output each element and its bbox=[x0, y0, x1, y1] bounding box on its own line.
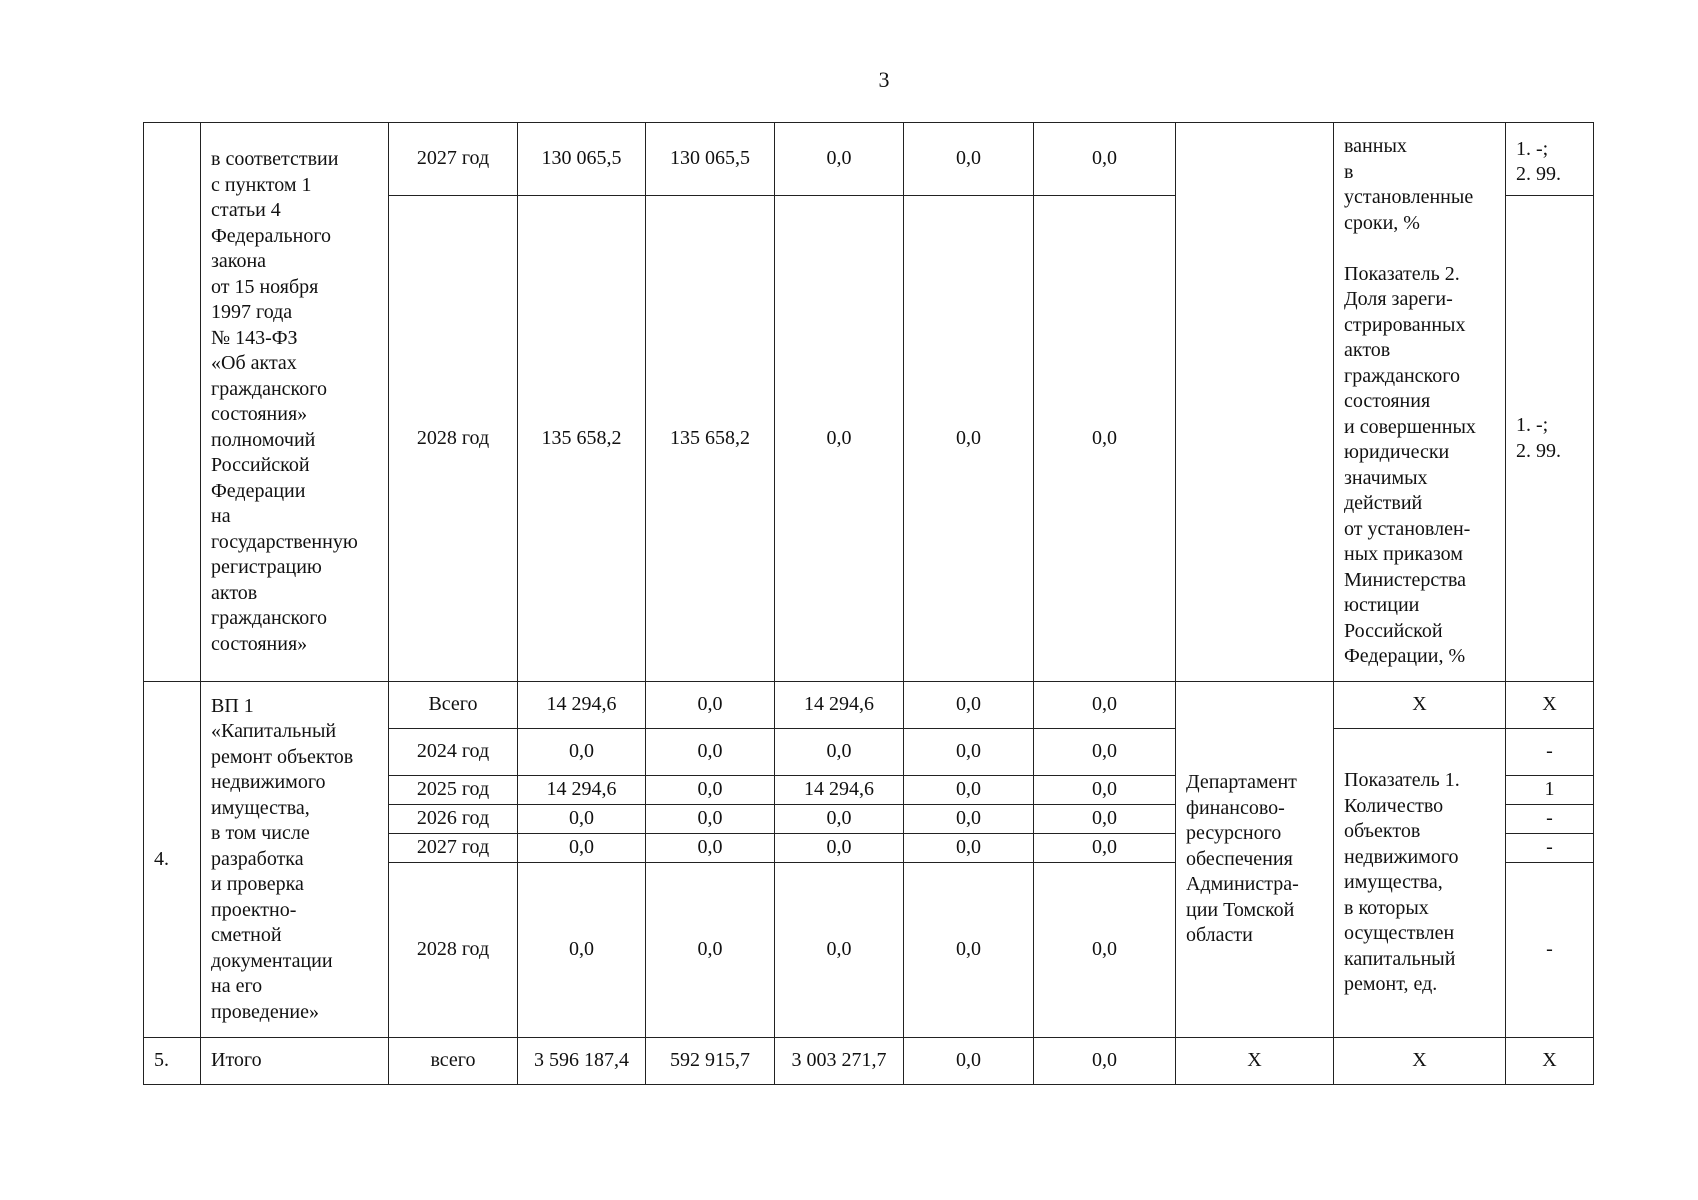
num-cell: 5. bbox=[144, 1038, 201, 1085]
total-cell: 0,0 bbox=[518, 805, 646, 834]
federal-cell: 0,0 bbox=[646, 834, 775, 863]
indicator-value-cell: 1. -; 2. 99. bbox=[1506, 196, 1594, 682]
page-number: 3 bbox=[878, 67, 890, 92]
executor-cell: Х bbox=[1176, 1038, 1334, 1085]
other-cell: 0,0 bbox=[1034, 1038, 1176, 1085]
other-cell: 0,0 bbox=[1034, 123, 1176, 196]
year-cell: 2028 год bbox=[389, 863, 518, 1038]
regional-cell: 0,0 bbox=[775, 196, 904, 682]
federal-cell: 0,0 bbox=[646, 682, 775, 729]
other-cell: 0,0 bbox=[1034, 805, 1176, 834]
municipal-cell: 0,0 bbox=[904, 729, 1034, 776]
other-cell: 0,0 bbox=[1034, 834, 1176, 863]
regional-cell: 14 294,6 bbox=[775, 682, 904, 729]
municipal-cell: 0,0 bbox=[904, 196, 1034, 682]
year-cell: всего bbox=[389, 1038, 518, 1085]
federal-cell: 0,0 bbox=[646, 776, 775, 805]
municipal-cell: 0,0 bbox=[904, 805, 1034, 834]
municipal-cell: 0,0 bbox=[904, 776, 1034, 805]
executor-cell: Департамент финансово- ресурсного обеспечения Администра- ции Томской области bbox=[1176, 682, 1334, 1038]
other-cell: 0,0 bbox=[1034, 729, 1176, 776]
regional-cell: 0,0 bbox=[775, 834, 904, 863]
municipal-cell: 0,0 bbox=[904, 682, 1034, 729]
total-cell: 0,0 bbox=[518, 863, 646, 1038]
federal-cell: 130 065,5 bbox=[646, 123, 775, 196]
total-cell: 135 658,2 bbox=[518, 196, 646, 682]
federal-cell: 592 915,7 bbox=[646, 1038, 775, 1085]
indicator-cell: ванных в установленные сроки, % Показатель 2. Доля зареги- стрированных актов гражданского состояния и совершенных юридически значимых действий от установлен- ных приказом Министерства юстиции Российской Федерации, % bbox=[1334, 123, 1506, 682]
municipal-cell: 0,0 bbox=[904, 834, 1034, 863]
total-cell: 3 596 187,4 bbox=[518, 1038, 646, 1085]
indicator-value-cell: - bbox=[1506, 834, 1594, 863]
table-row bbox=[144, 1038, 1594, 1085]
activity-name-cell: в соответствии с пунктом 1 статьи 4 Федерального закона от 15 ноября 1997 года № 143-ФЗ «Об актах гражданского состояния» полномочий Российской Федерации на государственную регистрацию актов гражданского состояния» bbox=[201, 123, 389, 682]
other-cell: 0,0 bbox=[1034, 682, 1176, 729]
total-cell: 0,0 bbox=[518, 729, 646, 776]
executor-cell bbox=[1176, 123, 1334, 682]
municipal-cell: 0,0 bbox=[904, 123, 1034, 196]
regional-cell: 14 294,6 bbox=[775, 776, 904, 805]
regional-cell: 0,0 bbox=[775, 729, 904, 776]
indicator-cell: Показатель 1. Количество объектов недвижимого имущества, в которых осуществлен капитальный ремонт, ед. bbox=[1334, 729, 1506, 1038]
year-cell: 2028 год bbox=[389, 196, 518, 682]
year-cell: 2027 год bbox=[389, 834, 518, 863]
regional-cell: 0,0 bbox=[775, 805, 904, 834]
indicator-value-cell: Х bbox=[1506, 682, 1594, 729]
num-cell bbox=[144, 123, 201, 682]
num-cell: 4. bbox=[144, 682, 201, 1038]
total-cell: 0,0 bbox=[518, 834, 646, 863]
activity-name-cell: Итого bbox=[201, 1038, 389, 1085]
program-table bbox=[143, 122, 1594, 1085]
indicator-value-cell: - bbox=[1506, 805, 1594, 834]
municipal-cell: 0,0 bbox=[904, 863, 1034, 1038]
indicator-value-cell: - bbox=[1506, 863, 1594, 1038]
municipal-cell: 0,0 bbox=[904, 1038, 1034, 1085]
indicator-value-cell: Х bbox=[1506, 1038, 1594, 1085]
other-cell: 0,0 bbox=[1034, 196, 1176, 682]
federal-cell: 135 658,2 bbox=[646, 196, 775, 682]
year-cell: 2024 год bbox=[389, 729, 518, 776]
year-cell: 2026 год bbox=[389, 805, 518, 834]
table-row bbox=[144, 682, 1594, 729]
regional-cell: 3 003 271,7 bbox=[775, 1038, 904, 1085]
federal-cell: 0,0 bbox=[646, 805, 775, 834]
regional-cell: 0,0 bbox=[775, 863, 904, 1038]
federal-cell: 0,0 bbox=[646, 729, 775, 776]
table-row bbox=[144, 123, 1594, 196]
other-cell: 0,0 bbox=[1034, 863, 1176, 1038]
indicator-value-cell: 1. -; 2. 99. bbox=[1506, 123, 1594, 196]
indicator-cell: Х bbox=[1334, 1038, 1506, 1085]
year-cell: 2027 год bbox=[389, 123, 518, 196]
year-cell: Всего bbox=[389, 682, 518, 729]
indicator-value-cell: 1 bbox=[1506, 776, 1594, 805]
year-cell: 2025 год bbox=[389, 776, 518, 805]
total-cell: 14 294,6 bbox=[518, 682, 646, 729]
total-cell: 130 065,5 bbox=[518, 123, 646, 196]
indicator-value-cell: - bbox=[1506, 729, 1594, 776]
federal-cell: 0,0 bbox=[646, 863, 775, 1038]
activity-name-cell: ВП 1 «Капитальный ремонт объектов недвижимого имущества, в том числе разработка и проверка проектно- сметной документации на его проведение» bbox=[201, 682, 389, 1038]
regional-cell: 0,0 bbox=[775, 123, 904, 196]
total-cell: 14 294,6 bbox=[518, 776, 646, 805]
indicator-cell: Х bbox=[1334, 682, 1506, 729]
other-cell: 0,0 bbox=[1034, 776, 1176, 805]
